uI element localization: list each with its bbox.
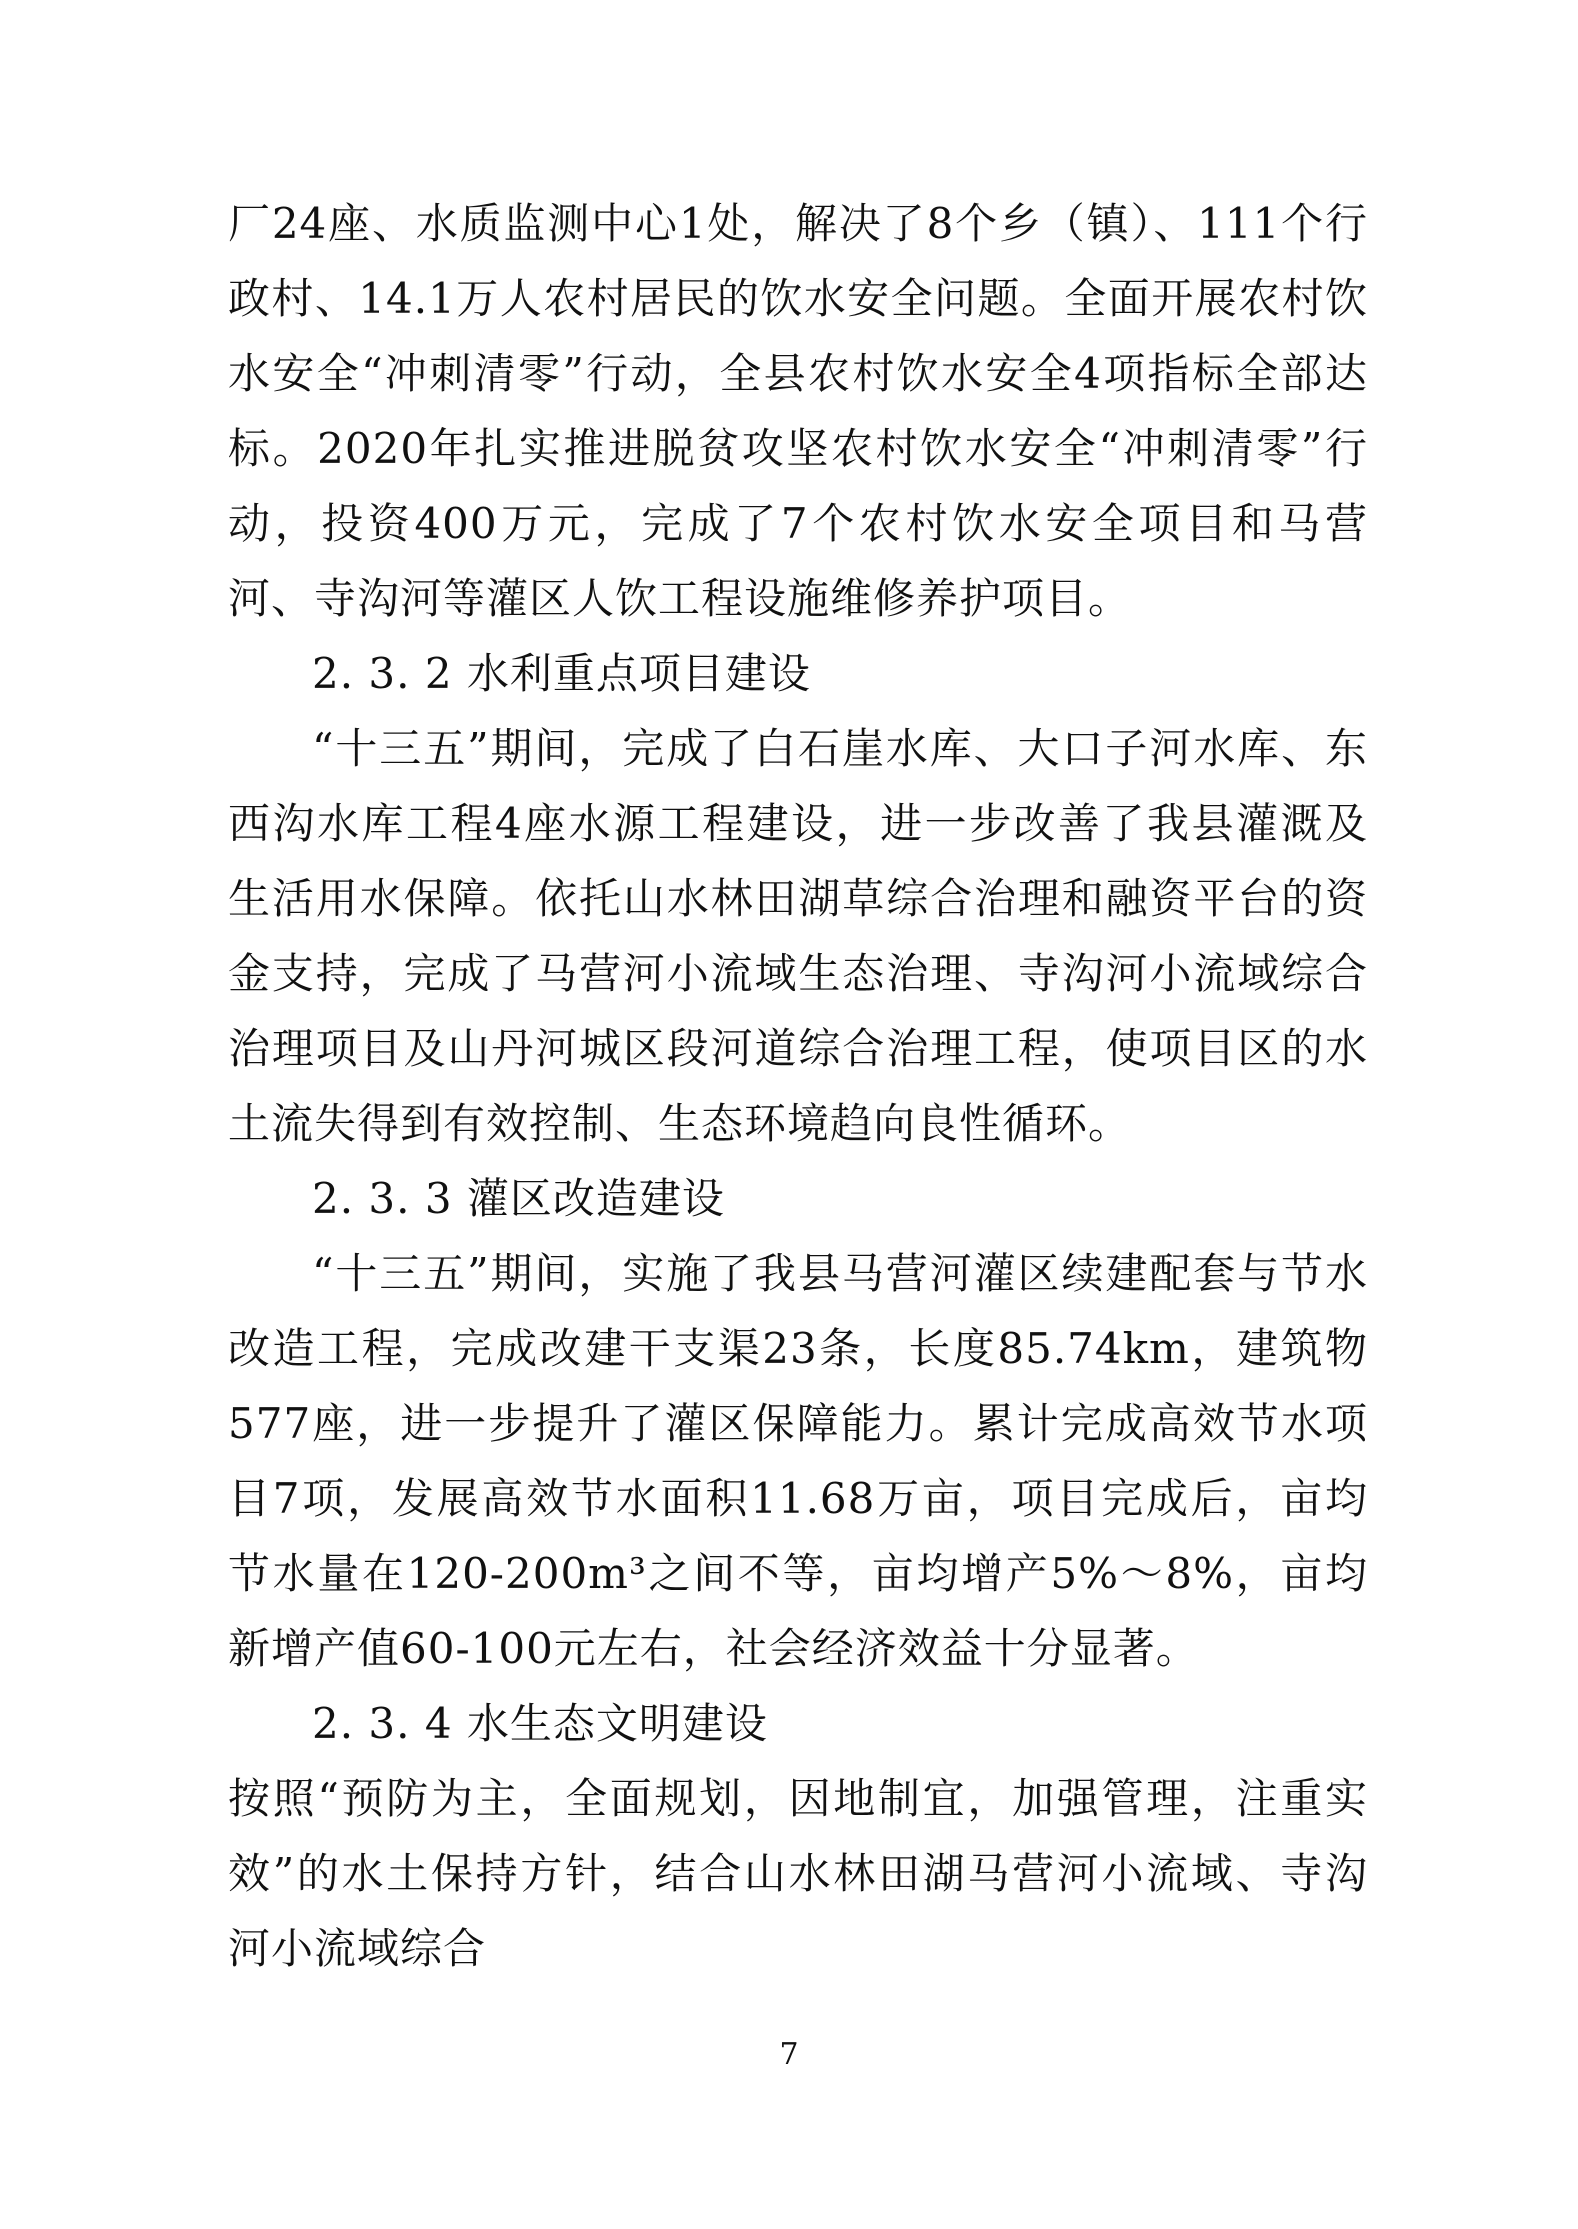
page-number: 7 [779, 2037, 799, 2072]
section-heading-2-3-2: 2. 3. 2 水利重点项目建设 [312, 649, 811, 698]
paragraph-drinking-water: 厂24座、水质监测中心1处，解决了8个乡（镇）、111个行政村、14.1万人农村居民的饮水安全问题。全面开展农村饮水安全“冲刺清零”行动，全县农村饮水安全4项指标全部达标。2020年扎实推进脱贫攻坚农村饮水安全“冲刺清零”行动，投资400万元，完成了7个农村饮水安全项目和马营河、寺沟河等灌区人饮工程设施维修养护项目。 [228, 199, 1368, 623]
paragraph-irrigation: “十三五”期间，实施了我县马营河灌区续建配套与节水改造工程，完成改建干支渠23条，长度85.74km，建筑物577座，进一步提升了灌区保障能力。累计完成高效节水项目7项，发展高效节水面积11.68万亩，项目完成后，亩均节水量在120-200m³之间不等，亩均增产5%～8%，亩均新增产值60-100元左右，社会经济效益十分显著。 [228, 1249, 1368, 1673]
section-heading-2-3-3: 2. 3. 3 灌区改造建设 [312, 1174, 725, 1223]
page-content [228, 186, 1368, 1986]
paragraph-water-ecology: 按照“预防为主，全面规划，因地制宜，加强管理，注重实效”的水土保持方针，结合山水林田湖马营河小流域、寺沟河小流域综合 [228, 1774, 1368, 1973]
paragraph-key-projects: “十三五”期间，完成了白石崖水库、大口子河水库、东西沟水库工程4座水源工程建设，进一步改善了我县灌溉及生活用水保障。依托山水林田湖草综合治理和融资平台的资金支持，完成了马营河小流域生态治理、寺沟河小流域综合治理项目及山丹河城区段河道综合治理工程，使项目区的水土流失得到有效控制、生态环境趋向良性循环。 [228, 724, 1368, 1148]
section-heading-2-3-4: 2. 3. 4 水生态文明建设 [312, 1699, 768, 1748]
